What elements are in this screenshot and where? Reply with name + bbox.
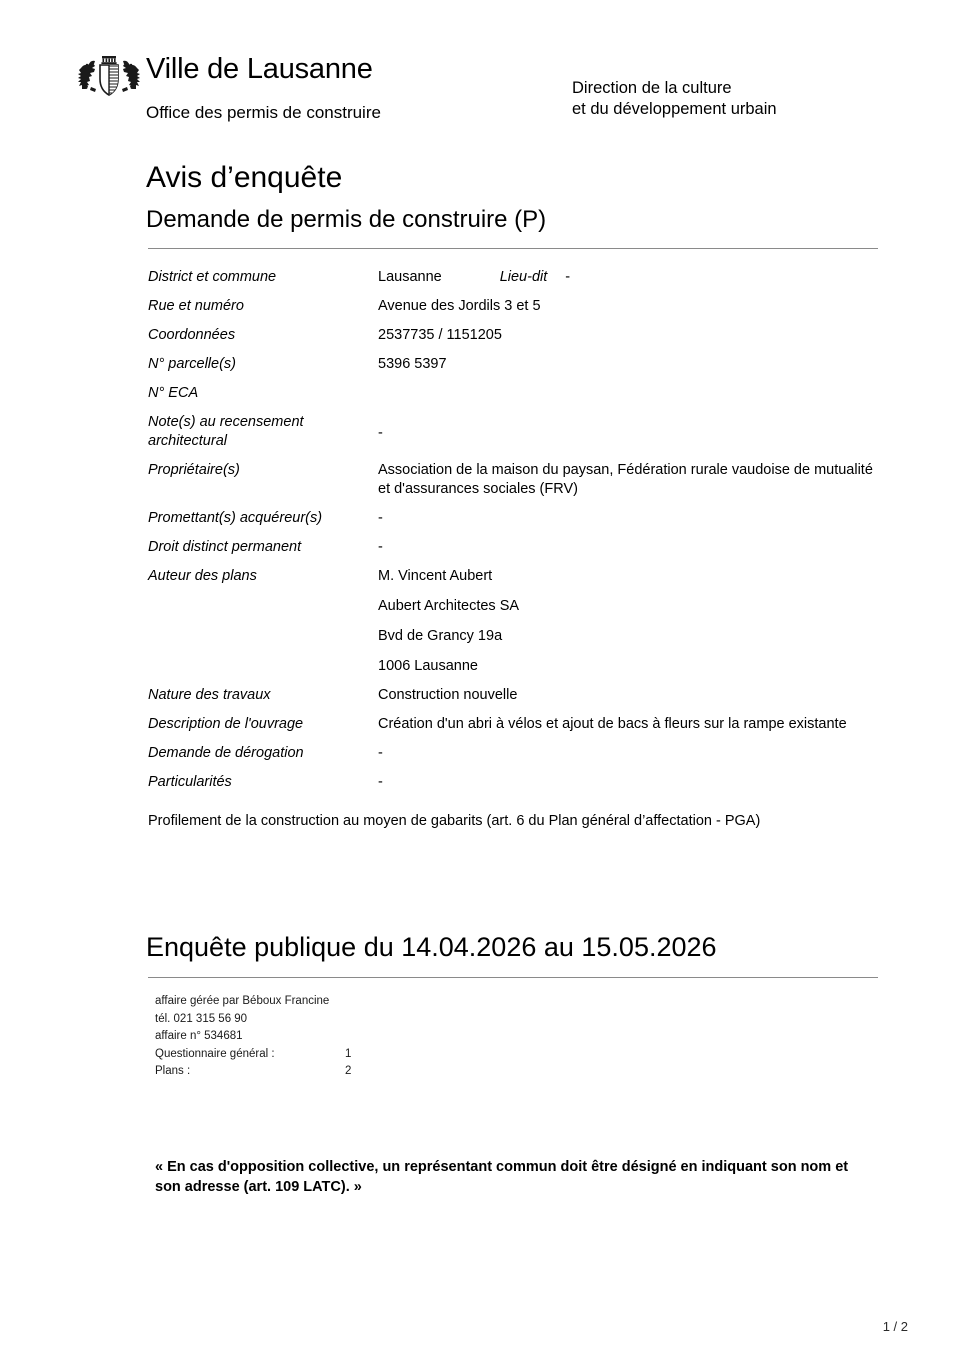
droit-distinct-label: Droit distinct permanent — [148, 539, 302, 555]
auteur-plans-line-2: Aubert Architectes SA — [378, 598, 520, 614]
derogation-label: Demande de dérogation — [148, 745, 304, 761]
note-recensement-value: - — [378, 425, 383, 441]
admin-affaire-numero: affaire n° 534681 — [155, 1030, 243, 1042]
opposition-collective-note: « En cas d'opposition collective, un représentant commun doit être désigné en indiquant son nom et son adresse (art. 109 LATC). » — [155, 1159, 849, 1195]
table-row-promettant — [148, 509, 878, 528]
plans-label: Plans : — [155, 1065, 191, 1077]
table-row-nature-travaux — [148, 686, 878, 705]
description-label: Description de l'ouvrage — [148, 716, 304, 732]
coordonnees-value: 2537735 / 1151205 — [378, 327, 502, 343]
page-subtitle: Demande de permis de construire (P) — [146, 206, 547, 233]
divider-top — [148, 248, 878, 249]
table-row-eca — [148, 384, 878, 403]
droit-distinct-value: - — [378, 539, 383, 555]
page-number: 1 / 2 — [882, 1319, 908, 1334]
particularites-value: - — [378, 774, 383, 790]
note-recensement-value-cell — [378, 413, 878, 443]
department-line-1: Direction de la culture — [572, 79, 732, 97]
table-row-derogation — [148, 744, 878, 763]
department-line-2: et du développement urbain — [572, 100, 777, 118]
district-label: District et commune — [148, 269, 277, 285]
nature-travaux-label: Nature des travaux — [148, 687, 271, 703]
table-row-proprietaire — [148, 461, 878, 499]
admin-gestionnaire: affaire gérée par Béboux Francine — [155, 995, 330, 1007]
parcelle-value: 5396 5397 — [378, 356, 447, 372]
table-row-parcelle — [148, 355, 878, 374]
brand-title: Ville de Lausanne — [146, 53, 373, 85]
auteur-plans-line-4: 1006 Lausanne — [378, 658, 478, 674]
page-title: Avis d’enquête — [146, 161, 343, 194]
profilement-note: Profilement de la construction au moyen de gabarits (art. 6 du Plan général d’affectation - PGA) — [148, 813, 761, 829]
particularites-label: Particularités — [148, 774, 232, 790]
table-row-droit-distinct — [148, 538, 878, 557]
auteur-plans-value-cell — [378, 567, 878, 676]
note-recensement-label — [148, 413, 378, 451]
district-value: Lausanne — [378, 269, 442, 285]
nature-travaux-value: Construction nouvelle — [378, 687, 518, 703]
brand-block — [78, 52, 381, 122]
table-row-note-recensement — [148, 413, 878, 451]
derogation-value: - — [378, 745, 383, 761]
lieudit-value: - — [565, 269, 571, 285]
coordonnees-label: Coordonnées — [148, 327, 236, 343]
table-row-particularites — [148, 773, 878, 792]
table-row-coordonnees — [148, 326, 878, 345]
rue-value: Avenue des Jordils 3 et 5 — [378, 298, 541, 314]
questionnaire-label: Questionnaire général : — [155, 1047, 275, 1060]
eca-label: N° ECA — [148, 385, 199, 401]
promettant-label: Promettant(s) acquéreur(s) — [148, 510, 323, 526]
questionnaire-count: 1 — [345, 1047, 352, 1060]
table-row-auteur-plans — [148, 567, 878, 676]
auteur-plans-line-3: Bvd de Grancy 19a — [378, 628, 503, 644]
table-row-description — [148, 715, 878, 734]
enquete-heading: Enquête publique du 14.04.2026 au 15.05.2026 — [146, 932, 717, 962]
parcelle-label: N° parcelle(s) — [148, 356, 236, 372]
note-recensement-label-line2: architectural — [148, 433, 227, 449]
auteur-plans-line-1: M. Vincent Aubert — [378, 568, 493, 584]
admin-row-questionnaire — [155, 1046, 351, 1064]
plans-count: 2 — [345, 1065, 352, 1077]
note-recensement-label-line1: Note(s) au recensement — [148, 414, 304, 430]
rue-label: Rue et numéro — [148, 298, 244, 314]
department-block — [572, 78, 777, 120]
brand-subtitle: Office des permis de construire — [146, 103, 381, 122]
admin-row-plans — [155, 1063, 351, 1081]
divider-middle — [148, 977, 878, 978]
promettant-value: - — [378, 510, 383, 526]
admin-telephone: tél. 021 315 56 90 — [155, 1012, 248, 1025]
description-value: Création d'un abri à vélos et ajout de bacs à fleurs sur la rampe existante — [378, 716, 847, 732]
proprietaire-value: Association de la maison du paysan, Fédération rurale vaudoise de mutualité et d'assurances sociales (FRV) — [378, 462, 873, 497]
table-row-district — [148, 268, 878, 287]
district-value-cell — [378, 268, 878, 287]
admin-block — [155, 993, 351, 1081]
auteur-plans-label: Auteur des plans — [148, 568, 257, 584]
proprietaire-label: Propriétaire(s) — [148, 462, 240, 478]
lieudit-label: Lieu-dit — [499, 269, 548, 285]
page-header — [0, 52, 970, 132]
lausanne-coat-of-arms-icon — [78, 54, 140, 100]
table-row-rue — [148, 297, 878, 316]
details-table — [148, 268, 878, 802]
